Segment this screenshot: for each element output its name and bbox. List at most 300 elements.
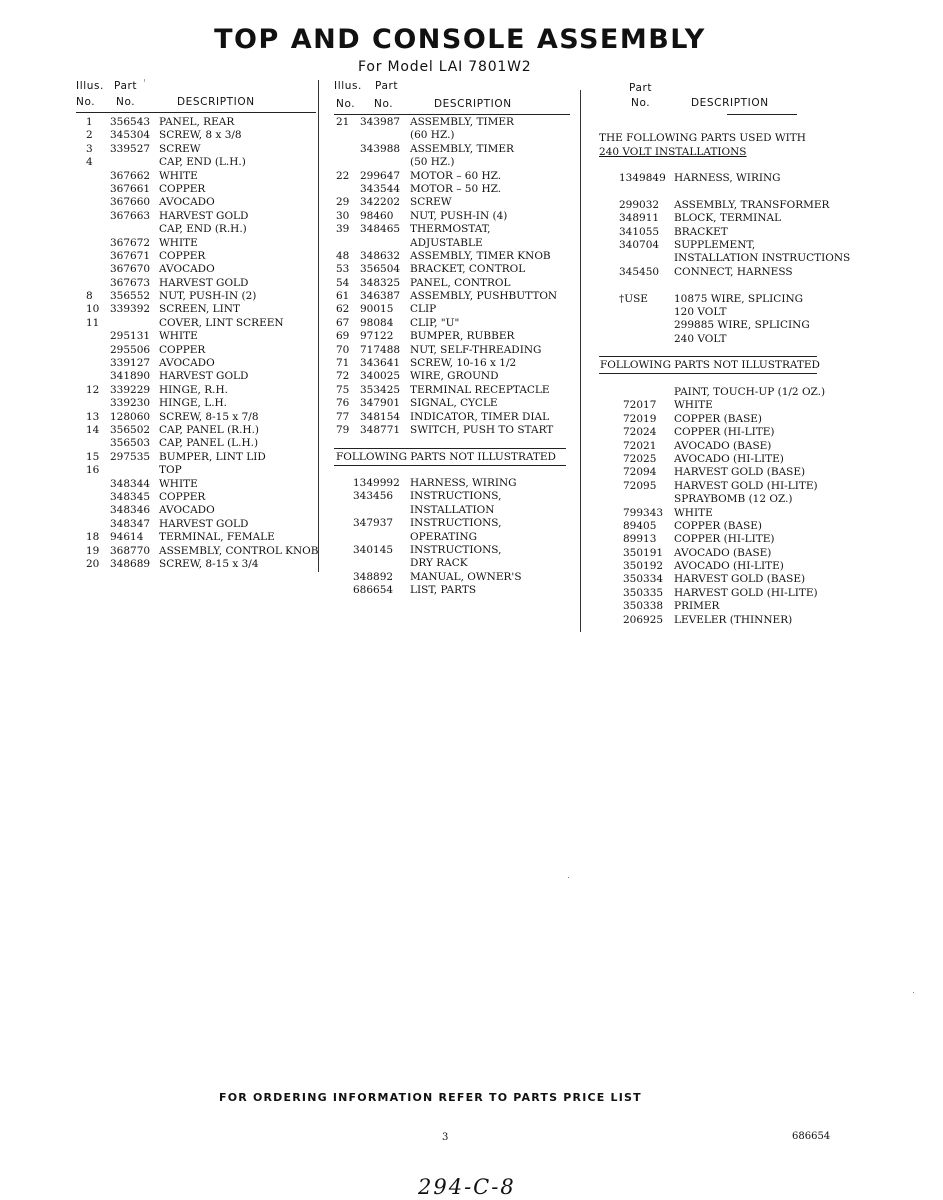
part-description: PRIMER bbox=[674, 600, 720, 613]
parts-row bbox=[76, 250, 316, 263]
part-number: 343456 bbox=[353, 490, 394, 503]
part-number: 350191 bbox=[623, 546, 664, 559]
parts-row bbox=[76, 317, 316, 330]
illus-number: 76 bbox=[336, 397, 350, 410]
parts-row bbox=[334, 557, 574, 570]
illus-number: 39 bbox=[336, 223, 350, 236]
part-number: 367672 bbox=[110, 236, 151, 249]
part-description: HINGE, L.H. bbox=[159, 397, 228, 410]
parts-row bbox=[599, 293, 859, 306]
parts-row bbox=[76, 330, 316, 343]
part-number: 348771 bbox=[360, 423, 401, 436]
parts-row bbox=[334, 129, 574, 142]
col2-not-illustrated-list bbox=[334, 477, 574, 598]
parts-row bbox=[334, 156, 574, 169]
col3-description-header: DESCRIPTION bbox=[691, 97, 769, 109]
part-number: 343641 bbox=[360, 357, 401, 370]
part-description: SIGNAL, CYCLE bbox=[410, 397, 498, 410]
illus-number: 3 bbox=[86, 142, 93, 155]
parts-row bbox=[334, 357, 574, 370]
parts-row bbox=[76, 558, 316, 571]
part-description: AVOCADO bbox=[159, 263, 215, 276]
column-divider-right bbox=[580, 90, 581, 632]
part-description: HARVEST GOLD bbox=[159, 370, 249, 383]
part-description: COPPER bbox=[159, 490, 206, 503]
parts-row bbox=[599, 399, 859, 412]
part-description: 120 VOLT bbox=[674, 305, 727, 318]
parts-row bbox=[334, 517, 574, 530]
part-number: 341890 bbox=[110, 370, 151, 383]
part-number: 340025 bbox=[360, 370, 401, 383]
part-number: 348344 bbox=[110, 477, 151, 490]
illus-number: 75 bbox=[336, 383, 350, 396]
parts-row bbox=[76, 437, 316, 450]
part-number: 94614 bbox=[110, 531, 144, 544]
illus-number: 13 bbox=[86, 410, 100, 423]
parts-row bbox=[76, 504, 316, 517]
part-number: 97122 bbox=[360, 330, 394, 343]
parts-row bbox=[76, 518, 316, 531]
page-number: 3 bbox=[442, 1132, 449, 1143]
parts-row bbox=[599, 172, 859, 185]
parts-row bbox=[76, 544, 319, 558]
part-number: 98460 bbox=[360, 209, 394, 222]
part-description: CAP, END (R.H.) bbox=[159, 223, 247, 236]
illus-number: 53 bbox=[336, 263, 350, 276]
part-description: HARVEST GOLD bbox=[159, 517, 249, 530]
parts-row bbox=[334, 317, 574, 330]
col2-illus-no-header: No. bbox=[336, 98, 356, 110]
handwritten-note: 294-C-8 bbox=[418, 1175, 516, 1199]
part-description: WIRE, GROUND bbox=[410, 370, 499, 383]
part-description: BRACKET, CONTROL bbox=[410, 263, 526, 276]
part-number: 343544 bbox=[360, 182, 401, 195]
part-description: INSTRUCTIONS, bbox=[410, 517, 502, 530]
ordering-footer: FOR ORDERING INFORMATION REFER TO PARTS PRICE LIST bbox=[219, 1091, 642, 1104]
parts-row bbox=[76, 223, 316, 236]
part-description: COVER, LINT SCREEN bbox=[159, 316, 284, 329]
illus-number: 19 bbox=[86, 544, 100, 557]
col1-part-mark: ' bbox=[143, 78, 147, 90]
parts-row bbox=[76, 170, 316, 183]
part-description: WHITE bbox=[159, 169, 198, 182]
part-number: 339230 bbox=[110, 397, 151, 410]
parts-row bbox=[76, 290, 316, 303]
illus-number: 54 bbox=[336, 276, 350, 289]
illus-number: 67 bbox=[336, 316, 350, 329]
part-description: LEVELER (THINNER) bbox=[674, 613, 793, 626]
parts-row bbox=[599, 306, 859, 319]
part-number: 356503 bbox=[110, 437, 151, 450]
part-number: 89405 bbox=[623, 519, 657, 532]
illus-number: 29 bbox=[336, 196, 350, 209]
part-description: ASSEMBLY, TIMER KNOB bbox=[410, 249, 551, 262]
page-title: TOP AND CONSOLE ASSEMBLY bbox=[214, 24, 706, 55]
parts-row bbox=[76, 411, 316, 424]
col1-part-no-header: No. bbox=[116, 96, 136, 108]
part-number: 717488 bbox=[360, 343, 401, 356]
part-number: 72017 bbox=[623, 399, 657, 412]
part-description: AVOCADO bbox=[159, 357, 215, 370]
parts-row bbox=[334, 116, 574, 129]
part-number: 98084 bbox=[360, 316, 394, 329]
part-description: SCREW, 10-16 x 1/2 bbox=[410, 357, 517, 370]
part-number: 367661 bbox=[110, 182, 151, 195]
part-description: NUT, PUSH-IN (4) bbox=[410, 209, 508, 222]
part-description: CAP, PANEL (R.H.) bbox=[159, 423, 260, 436]
part-description: BUMPER, RUBBER bbox=[410, 330, 515, 343]
col3-section-heading: FOLLOWING PARTS NOT ILLUSTRATED bbox=[600, 359, 820, 371]
parts-row bbox=[76, 263, 316, 276]
parts-row bbox=[599, 199, 859, 212]
col2-parts-list bbox=[334, 116, 574, 437]
parts-row bbox=[334, 210, 574, 223]
parts-row bbox=[599, 185, 859, 198]
part-description: CAP, PANEL (L.H.) bbox=[159, 437, 259, 450]
part-number: 206925 bbox=[623, 613, 664, 626]
part-number: †USE bbox=[619, 292, 648, 305]
part-description: ADJUSTABLE bbox=[410, 236, 483, 249]
part-description: SCREW, 8-15 x 3/4 bbox=[159, 557, 259, 570]
parts-row bbox=[599, 252, 859, 265]
parts-row bbox=[334, 170, 574, 183]
part-number: 295506 bbox=[110, 343, 151, 356]
col2-header-rule bbox=[334, 114, 570, 115]
part-number: 367670 bbox=[110, 263, 151, 276]
parts-row bbox=[334, 571, 574, 584]
col3-header-rule bbox=[727, 114, 797, 115]
part-number: 345450 bbox=[619, 265, 660, 278]
part-number: 295131 bbox=[110, 330, 151, 343]
part-description: MOTOR – 50 HZ. bbox=[410, 182, 502, 195]
part-number: 341055 bbox=[619, 225, 660, 238]
parts-row bbox=[599, 453, 859, 466]
parts-row bbox=[599, 440, 859, 453]
part-description: WHITE bbox=[674, 399, 713, 412]
column-divider-left bbox=[318, 80, 319, 572]
part-description: HARVEST GOLD bbox=[159, 276, 249, 289]
part-number: 89913 bbox=[623, 533, 657, 546]
part-description: ASSEMBLY, TIMER bbox=[410, 142, 514, 155]
parts-row bbox=[334, 277, 574, 290]
part-description: NUT, PUSH-IN (2) bbox=[159, 290, 257, 303]
part-number: 348632 bbox=[360, 249, 401, 262]
col2-illus-header: Illus. bbox=[334, 80, 362, 92]
illus-number: 20 bbox=[86, 557, 100, 570]
part-description: SCREW bbox=[159, 142, 201, 155]
illus-number: 70 bbox=[336, 343, 350, 356]
parts-row bbox=[76, 491, 316, 504]
part-number: 347937 bbox=[353, 517, 394, 530]
parts-row bbox=[599, 413, 859, 426]
scan-speck bbox=[568, 877, 569, 878]
part-number: 356502 bbox=[110, 423, 151, 436]
col2-section-heading: FOLLOWING PARTS NOT ILLUSTRATED bbox=[336, 451, 556, 463]
part-number: 368770 bbox=[110, 544, 151, 557]
part-number: 342202 bbox=[360, 196, 401, 209]
part-description: BLOCK, TERMINAL bbox=[674, 212, 782, 225]
part-description: THERMOSTAT, bbox=[410, 223, 491, 236]
part-description: AVOCADO bbox=[159, 504, 215, 517]
part-number: 340704 bbox=[619, 238, 660, 251]
part-number: 367663 bbox=[110, 209, 151, 222]
parts-row bbox=[599, 600, 859, 613]
part-description: HARVEST GOLD (HI-LITE) bbox=[674, 479, 818, 492]
col1-parts-list bbox=[76, 116, 319, 571]
part-description: PANEL, CONTROL bbox=[410, 276, 511, 289]
parts-row bbox=[599, 587, 859, 600]
part-description: HINGE, R.H. bbox=[159, 383, 228, 396]
parts-row bbox=[334, 384, 574, 397]
part-description: CLIP, "U" bbox=[410, 316, 460, 329]
part-description: INSTALLATION bbox=[410, 503, 495, 516]
part-number: 72094 bbox=[623, 466, 657, 479]
part-number: 367662 bbox=[110, 169, 151, 182]
col1-description-header: DESCRIPTION bbox=[177, 96, 255, 108]
parts-row bbox=[334, 330, 574, 343]
part-number: 353425 bbox=[360, 383, 401, 396]
col2-part-header: Part bbox=[375, 80, 399, 92]
parts-row bbox=[599, 266, 859, 279]
part-number: 348689 bbox=[110, 557, 151, 570]
col1-part-header: Part bbox=[114, 80, 138, 92]
part-description: INSTRUCTIONS, bbox=[410, 490, 502, 503]
model-subtitle: For Model LAI 7801W2 bbox=[358, 59, 532, 75]
part-description: BRACKET bbox=[674, 225, 728, 238]
part-description: HARVEST GOLD (HI-LITE) bbox=[674, 586, 818, 599]
col3-section-rule-top bbox=[599, 356, 817, 357]
part-number: 72019 bbox=[623, 412, 657, 425]
part-number: 350192 bbox=[623, 560, 664, 573]
part-description: ASSEMBLY, CONTROL KNOB bbox=[159, 544, 319, 557]
part-number: 348892 bbox=[353, 570, 394, 583]
illus-number: 14 bbox=[86, 423, 100, 436]
part-number: 799343 bbox=[623, 506, 664, 519]
part-description: SWITCH, PUSH TO START bbox=[410, 423, 554, 436]
parts-row bbox=[76, 237, 316, 250]
parts-row bbox=[599, 560, 859, 573]
part-number: 72025 bbox=[623, 452, 657, 465]
parts-row bbox=[599, 386, 859, 399]
part-number: 356543 bbox=[110, 116, 151, 128]
scan-speck bbox=[913, 992, 914, 993]
part-description: SCREEN, LINT bbox=[159, 303, 240, 316]
part-number: 128060 bbox=[110, 410, 151, 423]
part-description: SCREW, 8-15 x 7/8 bbox=[159, 410, 259, 423]
parts-row bbox=[76, 129, 316, 142]
part-description: PANEL, REAR bbox=[159, 116, 235, 128]
illus-number: 16 bbox=[86, 464, 100, 477]
parts-row bbox=[76, 156, 316, 169]
parts-row bbox=[76, 478, 316, 491]
illus-number: 62 bbox=[336, 303, 350, 316]
illus-number: 22 bbox=[336, 169, 350, 182]
part-description: AVOCADO (HI-LITE) bbox=[674, 560, 784, 573]
col2-section-rule-bottom bbox=[334, 465, 566, 466]
parts-row bbox=[599, 212, 859, 225]
parts-row bbox=[76, 384, 316, 397]
part-description: HARNESS, WIRING bbox=[410, 477, 517, 489]
part-description: COPPER (HI-LITE) bbox=[674, 426, 775, 439]
parts-row bbox=[599, 533, 859, 546]
part-description: 299885 WIRE, SPLICING bbox=[674, 319, 810, 332]
part-description: DRY RACK bbox=[410, 557, 468, 570]
part-description: HARNESS, WIRING bbox=[674, 172, 781, 184]
parts-row bbox=[76, 451, 316, 464]
part-description: SCREW, 8 x 3/8 bbox=[159, 129, 242, 142]
illus-number: 48 bbox=[336, 249, 350, 262]
part-description: INDICATOR, TIMER DIAL bbox=[410, 410, 550, 423]
col3-section-rule-bottom bbox=[599, 373, 817, 374]
part-description: 240 VOLT bbox=[674, 332, 727, 345]
parts-row bbox=[76, 183, 316, 196]
part-description: WHITE bbox=[159, 477, 198, 490]
parts-row bbox=[334, 477, 574, 490]
part-description: CONNECT, HARNESS bbox=[674, 265, 793, 278]
illus-number: 4 bbox=[86, 156, 93, 169]
col1-illus-header: Illus. bbox=[76, 80, 104, 92]
illus-number: 2 bbox=[86, 129, 93, 142]
part-description: PAINT, TOUCH-UP (1/2 OZ.) bbox=[674, 386, 826, 398]
col1-illus-no-header: No. bbox=[76, 96, 96, 108]
part-description: MANUAL, OWNER'S bbox=[410, 570, 522, 583]
part-description: TERMINAL RECEPTACLE bbox=[410, 383, 550, 396]
part-number: 299647 bbox=[360, 169, 401, 182]
part-number: 343987 bbox=[360, 116, 401, 128]
part-description: COPPER (BASE) bbox=[674, 412, 763, 425]
part-number: 345304 bbox=[110, 129, 151, 142]
part-description: ASSEMBLY, PUSHBUTTON bbox=[410, 290, 558, 303]
illus-number: 30 bbox=[336, 209, 350, 222]
part-number: 340145 bbox=[353, 543, 394, 556]
part-description: COPPER bbox=[159, 343, 206, 356]
parts-row bbox=[599, 239, 859, 252]
parts-row bbox=[334, 344, 574, 357]
part-description: AVOCADO (BASE) bbox=[674, 439, 772, 452]
parts-row bbox=[334, 183, 574, 196]
col3-not-illustrated-list bbox=[599, 386, 859, 627]
part-number: 348345 bbox=[110, 490, 151, 503]
parts-row bbox=[76, 277, 316, 290]
part-description: HARVEST GOLD bbox=[159, 209, 249, 222]
part-number: 1349849 bbox=[619, 172, 666, 184]
illus-number: 72 bbox=[336, 370, 350, 383]
illus-number: 12 bbox=[86, 383, 100, 396]
part-number: 339392 bbox=[110, 303, 151, 316]
illus-number: 69 bbox=[336, 330, 350, 343]
part-description: HARVEST GOLD (BASE) bbox=[674, 466, 806, 479]
parts-row bbox=[334, 250, 574, 263]
parts-row bbox=[334, 504, 574, 517]
part-number: 1349992 bbox=[353, 477, 400, 489]
part-description: SPRAYBOMB (12 OZ.) bbox=[674, 493, 793, 506]
parts-row bbox=[334, 143, 574, 156]
col3-part-no-header: No. bbox=[631, 97, 651, 109]
parts-row bbox=[76, 210, 316, 223]
illus-number: 15 bbox=[86, 450, 100, 463]
col3-part-header: Part bbox=[629, 82, 653, 94]
part-number: 72021 bbox=[623, 439, 657, 452]
illus-number: 79 bbox=[336, 423, 350, 436]
parts-row bbox=[334, 263, 574, 276]
illus-number: 21 bbox=[336, 116, 350, 128]
part-number: 350334 bbox=[623, 573, 664, 586]
parts-row bbox=[334, 370, 574, 383]
part-description: HARVEST GOLD (BASE) bbox=[674, 573, 806, 586]
parts-row bbox=[599, 319, 859, 332]
part-description: CAP, END (L.H.) bbox=[159, 156, 246, 169]
part-description: LIST, PARTS bbox=[410, 584, 477, 597]
illus-number: 61 bbox=[336, 290, 350, 303]
parts-row bbox=[76, 464, 316, 477]
part-number: 356552 bbox=[110, 290, 151, 303]
part-number: 367660 bbox=[110, 196, 151, 209]
part-description: WHITE bbox=[159, 236, 198, 249]
parts-row bbox=[334, 290, 574, 303]
col2-part-no-header: No. bbox=[374, 98, 394, 110]
part-number: 90015 bbox=[360, 303, 394, 316]
parts-row bbox=[76, 303, 316, 316]
part-description: ASSEMBLY, TIMER bbox=[410, 116, 514, 128]
part-description: AVOCADO bbox=[159, 196, 215, 209]
part-description: TOP bbox=[159, 464, 182, 477]
part-number: 339527 bbox=[110, 142, 151, 155]
part-description: AVOCADO (HI-LITE) bbox=[674, 452, 784, 465]
part-number: 348154 bbox=[360, 410, 401, 423]
parts-row bbox=[599, 614, 859, 627]
col3-intro-line1: THE FOLLOWING PARTS USED WITH bbox=[599, 132, 806, 144]
part-description: SCREW bbox=[410, 196, 452, 209]
part-number: 348346 bbox=[110, 504, 151, 517]
illus-number: 11 bbox=[86, 316, 100, 329]
part-description: (50 HZ.) bbox=[410, 156, 455, 169]
illus-number: 71 bbox=[336, 357, 350, 370]
col2-section-rule-top bbox=[334, 448, 566, 449]
part-description: WHITE bbox=[159, 330, 198, 343]
parts-row bbox=[76, 370, 316, 383]
part-description: MOTOR – 60 HZ. bbox=[410, 169, 502, 182]
parts-row bbox=[599, 520, 859, 533]
parts-row bbox=[599, 466, 859, 479]
part-number: 348347 bbox=[110, 517, 151, 530]
parts-row bbox=[76, 143, 316, 156]
illus-number: 1 bbox=[86, 116, 93, 128]
parts-row bbox=[599, 573, 859, 586]
part-number: 347901 bbox=[360, 397, 401, 410]
parts-row bbox=[334, 223, 574, 236]
parts-row bbox=[76, 424, 316, 437]
parts-row bbox=[599, 507, 859, 520]
illus-number: 8 bbox=[86, 290, 93, 303]
document-number: 686654 bbox=[792, 1131, 831, 1142]
part-number: 346387 bbox=[360, 290, 401, 303]
parts-row bbox=[334, 584, 574, 597]
parts-row bbox=[334, 237, 574, 250]
part-number: 339127 bbox=[110, 357, 151, 370]
col3-intro-line2: 240 VOLT INSTALLATIONS bbox=[599, 146, 747, 158]
part-description: COPPER (HI-LITE) bbox=[674, 533, 775, 546]
parts-row bbox=[334, 411, 574, 424]
parts-row bbox=[599, 279, 859, 292]
parts-row bbox=[599, 226, 859, 239]
part-description: SUPPLEMENT, bbox=[674, 238, 756, 251]
part-number: 72024 bbox=[623, 426, 657, 439]
part-number: 348911 bbox=[619, 212, 660, 225]
parts-row bbox=[599, 480, 859, 493]
part-number: 367671 bbox=[110, 249, 151, 262]
part-number: 367673 bbox=[110, 276, 151, 289]
part-description: COPPER (BASE) bbox=[674, 519, 763, 532]
